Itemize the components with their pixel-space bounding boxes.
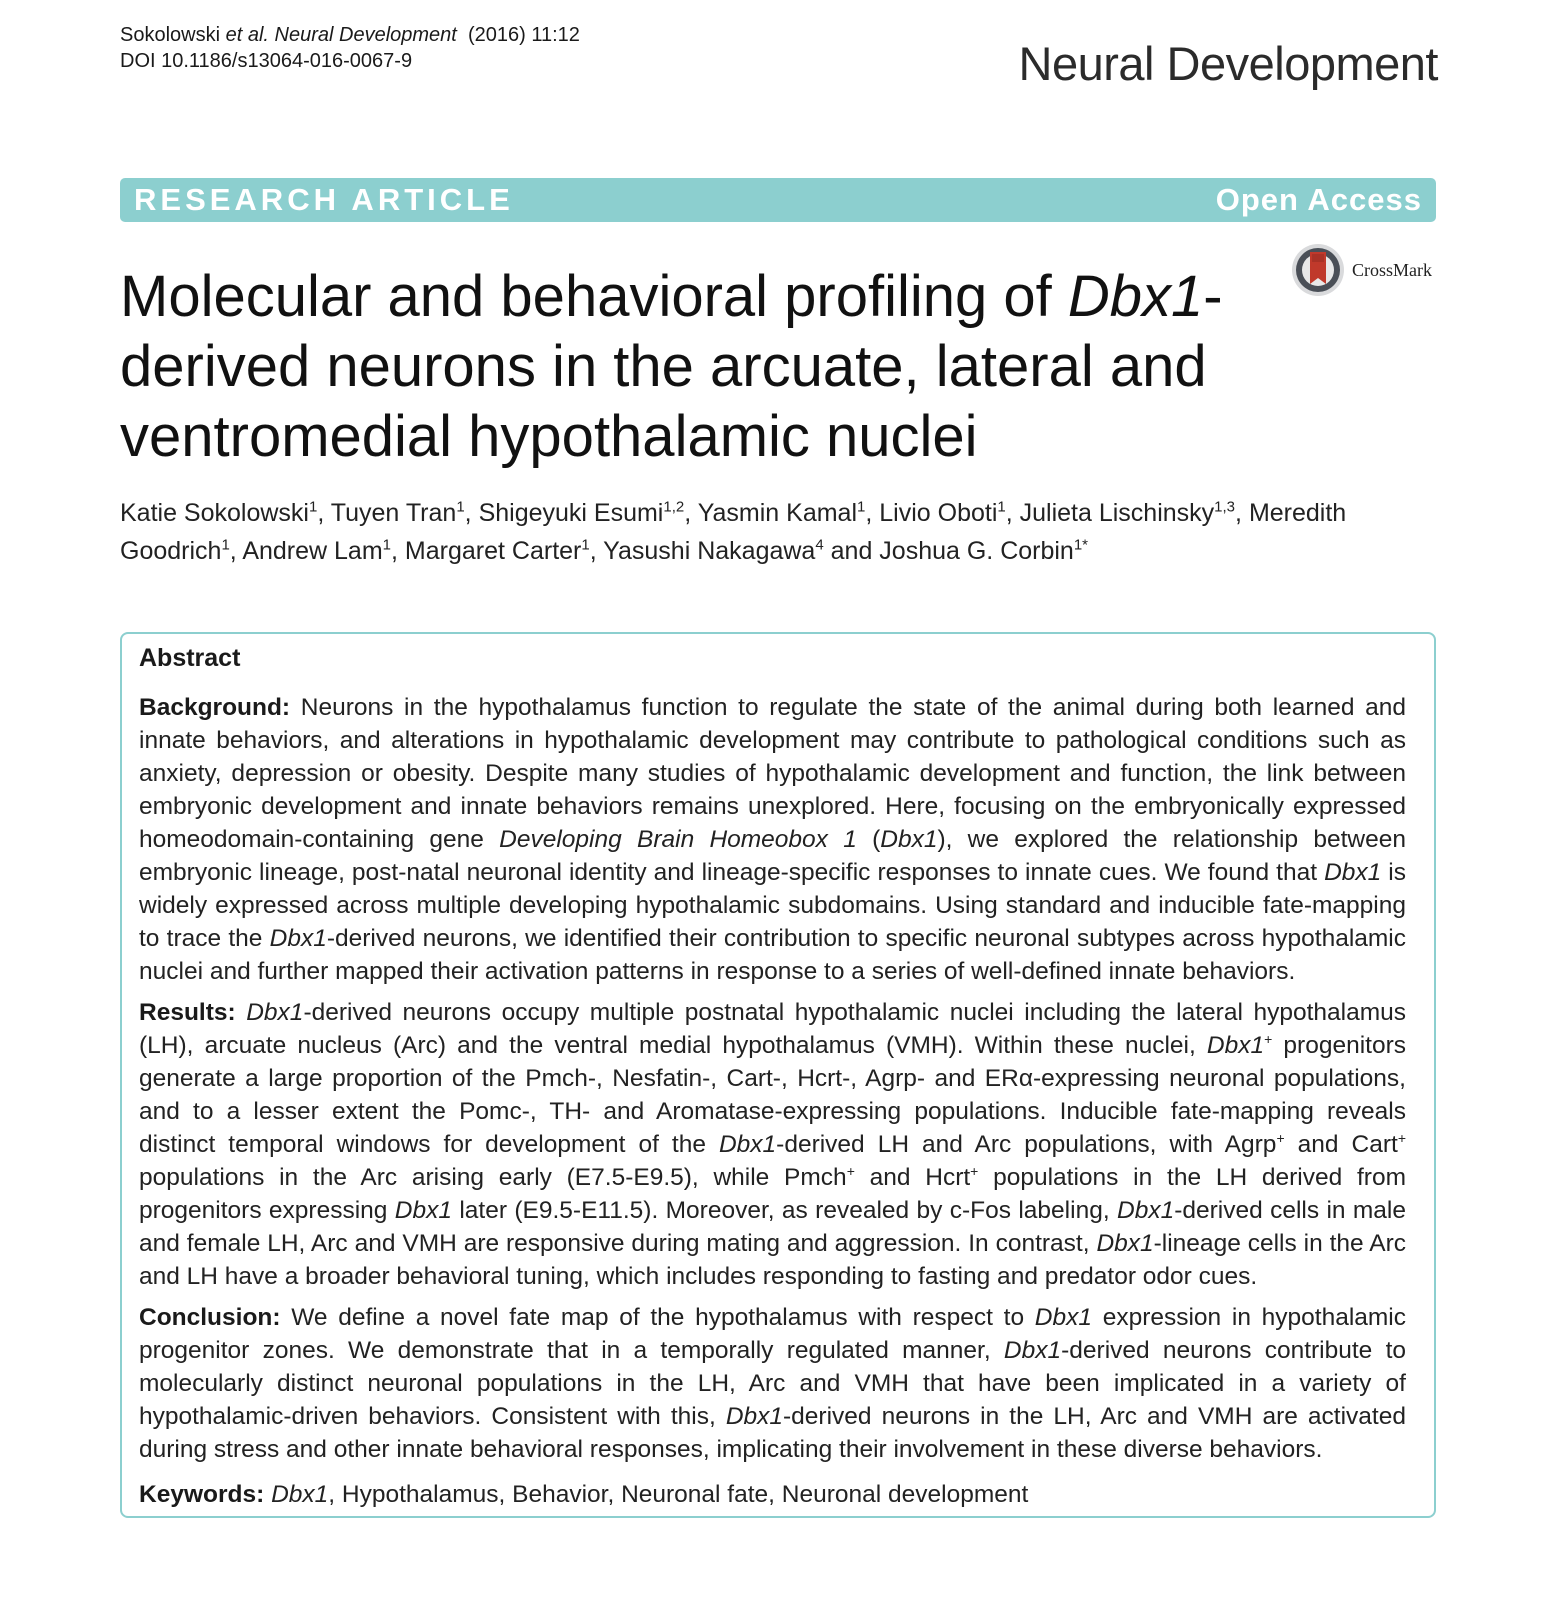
- section-label: Results:: [139, 999, 236, 1026]
- doi-link[interactable]: DOI 10.1186/s13064-016-0067-9: [120, 50, 413, 72]
- section-label: Keywords:: [139, 1481, 265, 1508]
- crossmark-badge[interactable]: [1290, 240, 1450, 300]
- crossmark-icon: [1290, 242, 1346, 298]
- author[interactable]: Joshua G. Corbin$^{1*}$: [879, 536, 1089, 565]
- section-label: Background:: [139, 694, 291, 721]
- citation-et-al: et al.: [225, 24, 269, 46]
- open-access-label: Open Access: [1215, 182, 1422, 217]
- citation-authors: Sokolowski: [120, 24, 221, 46]
- abstract-conclusion: Conclusion: We define a novel fate map of the hypothalamus with respect to Dbx1 expression in hypothalamic progenitor zones. We demonstrate that in a temporally regulated manner, Dbx1-derived neurons contribute to molecularly distinct neuronal populations in the LH, Arc and VMH that have been implicated in a variety of hypothalamic-driven behaviors. Consistent with this, Dbx1-derived neurons in the LH, Arc and VMH are activated during stress and other innate behavioral responses, implicating their involvement in these diverse behaviors.: [139, 1304, 1407, 1463]
- title-part-1: Molecular and behavioral profiling of: [120, 264, 1068, 329]
- citation-year-volume: (2016) 11:12: [467, 24, 580, 46]
- author[interactable]: Yasmin Kamal$^1$: [697, 498, 866, 527]
- author[interactable]: Meredith Goodrich$^1$: [120, 499, 1347, 565]
- author[interactable]: Livio Oboti$^1$: [879, 498, 1006, 527]
- journal-logo: Neural Development: [1018, 37, 1438, 90]
- title-gene: Dbx1: [1067, 264, 1204, 329]
- title-part-2: -derived neurons in the arcuate, lateral and ventromedial hypothalamic nuclei: [120, 264, 1223, 469]
- section-label: Conclusion:: [139, 1304, 281, 1331]
- abstract-box: [120, 632, 1436, 1518]
- author-list: Katie Sokolowski$^1$, Tuyen Tran$^1$, Shigeyuki Esumi$^{1,2}$, Yasmin Kamal$^1$, Livio Oboti$^1$, Julieta Lischinsky$^{1,3}$, Meredith Goodrich$^1$, Andrew Lam$^1$, Margaret Carter$^1$, Yasushi Nakagawa$^4$ and Joshua G. Corbin$^{1*}$: [120, 498, 1347, 565]
- article-type-banner: [120, 178, 1436, 222]
- crossmark-label: CrossMark: [1352, 259, 1432, 280]
- author[interactable]: Margaret Carter$^1$: [404, 536, 590, 565]
- author[interactable]: Tuyen Tran$^1$: [330, 498, 465, 527]
- abstract-heading: Abstract: [139, 644, 241, 672]
- author[interactable]: Andrew Lam$^1$: [242, 536, 392, 565]
- author[interactable]: Katie Sokolowski$^1$: [120, 498, 318, 527]
- citation-line: [120, 22, 580, 48]
- author[interactable]: Yasushi Nakagawa$^4$: [603, 536, 824, 565]
- article-type-label: RESEARCH ARTICLE: [134, 182, 514, 217]
- author[interactable]: Julieta Lischinsky$^{1,3}$: [1019, 498, 1236, 527]
- abstract-results: Results: Dbx1-derived neurons occupy multiple postnatal hypothalamic nuclei including the lateral hypothalamus (LH), arcuate nucleus (Arc) and the ventral medial hypothalamus (VMH). Within these nuclei, Dbx1+ progenitors generate a large proportion of the Pmch-, Nesfatin-, Cart-, Hcrt-, Agrp- and ERα-expressing neuronal populations, and to a lesser extent the Pomc-, TH- and Aromatase-expressing populations. Inducible fate-mapping reveals distinct temporal windows for development of the Dbx1-derived LH and Arc populations, with Agrp+ and Cart+ populations in the Arc arising early (E7.5-E9.5), while Pmch+ and Hcrt+ populations in the LH derived from progenitors expressing Dbx1 later (E9.5-E11.5). Moreover, as revealed by c-Fos labeling, Dbx1-derived cells in male and female LH, Arc and VMH are responsive during mating and aggression. In contrast, Dbx1-lineage cells in the Arc and LH have a broader behavioral tuning, which includes responding to fasting and predator odor cues.: [139, 999, 1406, 1290]
- citation-block: [120, 22, 580, 74]
- author[interactable]: Shigeyuki Esumi$^{1,2}$: [478, 498, 685, 527]
- citation-journal: Neural Development: [274, 24, 457, 46]
- article-title: [120, 262, 1280, 472]
- abstract-keywords: Keywords: Dbx1, Hypothalamus, Behavior, Neuronal fate, Neuronal development: [139, 1481, 1029, 1508]
- abstract-background: Background: Neurons in the hypothalamus function to regulate the state of the animal during both learned and innate behaviors, and alterations in hypothalamic development may contribute to pathological conditions such as anxiety, depression or obesity. Despite many studies of hypothalamic development and function, the link between embryonic development and innate behaviors remains unexplored. Here, focusing on the embryonically expressed homeodomain-containing gene Developing Brain Homeobox 1 (Dbx1), we explored the relationship between embryonic lineage, post-natal neuronal identity and lineage-specific responses to innate cues. We found that Dbx1 is widely expressed across multiple developing hypothalamic subdomains. Using standard and inducible fate-mapping to trace the Dbx1-derived neurons, we identified their contribution to specific neuronal subtypes across hypothalamic nuclei and further mapped their activation patterns in response to a series of well-defined innate behaviors.: [139, 694, 1407, 985]
